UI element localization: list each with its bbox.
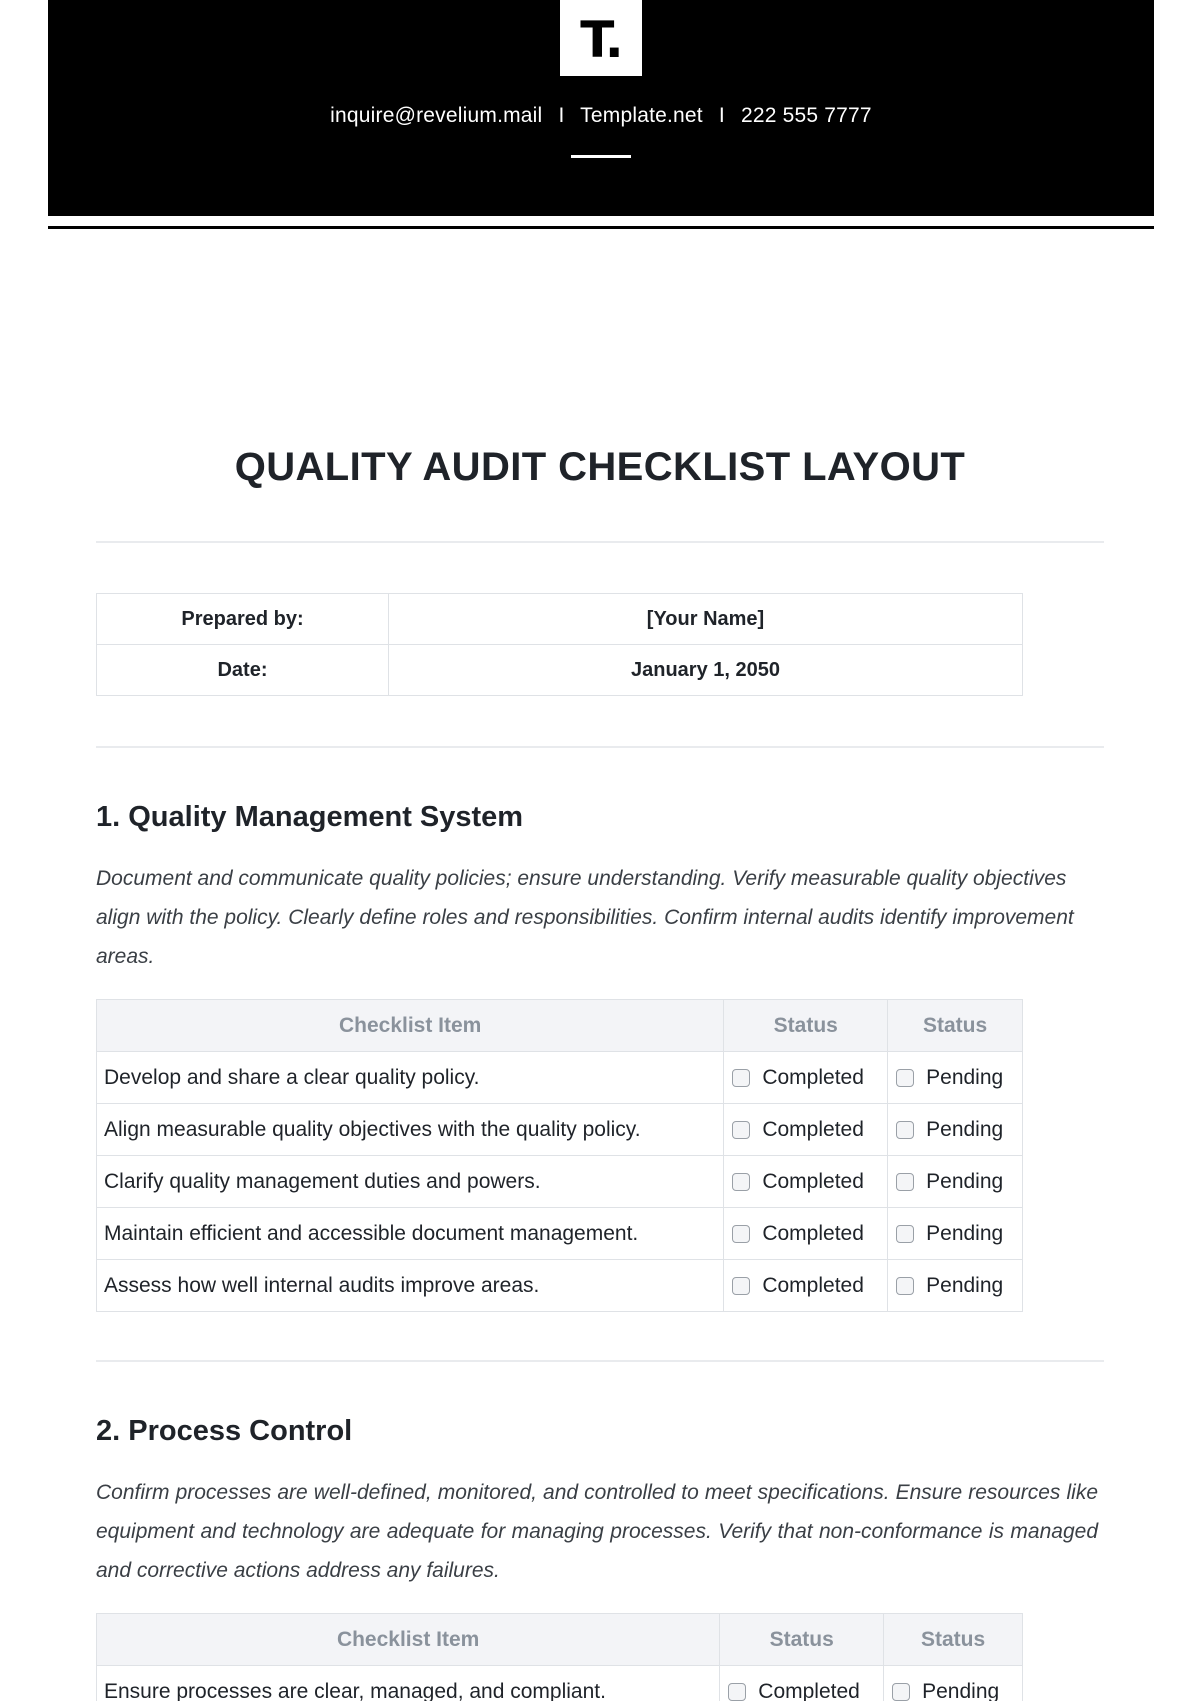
contact-separator: I (558, 104, 565, 127)
checklist-item: Align measurable quality objectives with the quality policy. (97, 1104, 724, 1156)
contact-email[interactable]: inquire@revelium.mail (330, 104, 543, 127)
completed-checkbox[interactable] (732, 1069, 750, 1087)
table-row (97, 594, 1023, 645)
meta-value: January 1, 2050 (389, 645, 1023, 696)
table-row (97, 1104, 1023, 1156)
status-label: Completed (762, 1117, 864, 1141)
pending-checkbox[interactable] (896, 1225, 914, 1243)
status-label: Completed (758, 1679, 860, 1701)
status-label: Pending (922, 1679, 1000, 1701)
pending-checkbox[interactable] (896, 1069, 914, 1087)
contact-phone: 222 555 7777 (740, 104, 872, 127)
status-label: Completed (762, 1221, 864, 1245)
checklist-table (96, 1613, 1023, 1701)
checklist-item: Develop and share a clear quality policy. (97, 1052, 724, 1104)
status-label: Pending (926, 1273, 1004, 1297)
checklist-item: Assess how well internal audits improve areas. (97, 1260, 724, 1312)
status-label: Pending (926, 1117, 1004, 1141)
column-header: Status (724, 1000, 888, 1052)
header-band (48, 0, 1154, 216)
column-header: Checklist Item (97, 1000, 724, 1052)
pending-checkbox[interactable] (896, 1173, 914, 1191)
contact-separator: I (718, 104, 725, 127)
header-accent-dash (571, 155, 631, 158)
divider (96, 541, 1104, 543)
pending-checkbox[interactable] (896, 1121, 914, 1139)
section-heading: 1. Quality Management System (96, 801, 524, 833)
column-header: Status (888, 1000, 1023, 1052)
checklist-item: Clarify quality management duties and powers. (97, 1156, 724, 1208)
status-label: Pending (926, 1169, 1004, 1193)
meta-value: [Your Name] (389, 594, 1023, 645)
completed-checkbox[interactable] (732, 1277, 750, 1295)
table-row (97, 1208, 1023, 1260)
column-header: Status (720, 1614, 884, 1666)
contact-website[interactable]: Template.net (580, 104, 703, 127)
status-label: Pending (926, 1065, 1004, 1089)
completed-checkbox[interactable] (728, 1683, 746, 1701)
completed-checkbox[interactable] (732, 1225, 750, 1243)
section-heading: 2. Process Control (96, 1415, 353, 1447)
section-description: Document and communicate quality policies; ensure understanding. Verify measurable quality objectives align with the policy. Clearly define roles and responsibilities. Confirm internal audits identify improvement areas. (96, 867, 1074, 968)
brand-logo: T. (560, 0, 642, 76)
checklist-item: Maintain efficient and accessible document management. (97, 1208, 724, 1260)
prepared-info-table (96, 593, 1023, 696)
table-header-row (97, 1000, 1023, 1052)
status-label: Completed (762, 1169, 864, 1193)
table-row (97, 1666, 1023, 1701)
pending-checkbox[interactable] (896, 1277, 914, 1295)
column-header: Status (884, 1614, 1023, 1666)
table-row (97, 645, 1023, 696)
checklist-table (96, 999, 1023, 1312)
table-row (97, 1156, 1023, 1208)
meta-label: Prepared by: (97, 594, 389, 645)
table-header-row (97, 1614, 1023, 1666)
divider (96, 1360, 1104, 1362)
table-row (97, 1260, 1023, 1312)
completed-checkbox[interactable] (732, 1173, 750, 1191)
checklist-item: Ensure processes are clear, managed, and compliant. (97, 1666, 720, 1701)
table-row (97, 1052, 1023, 1104)
document-title: QUALITY AUDIT CHECKLIST LAYOUT (234, 445, 966, 489)
status-label: Completed (762, 1273, 864, 1297)
column-header: Checklist Item (97, 1614, 720, 1666)
meta-label: Date: (97, 645, 389, 696)
section-description: Confirm processes are well-defined, monitored, and controlled to meet specifications. Ensure resources like equipment and technology are adequate for managing processes. Verify that non-conformance is managed and corrective actions address any failures. (96, 1481, 1098, 1582)
status-label: Completed (762, 1065, 864, 1089)
divider (96, 746, 1104, 748)
header-rule (48, 226, 1154, 229)
pending-checkbox[interactable] (892, 1683, 910, 1701)
status-label: Pending (926, 1221, 1004, 1245)
contact-line (48, 104, 1154, 128)
completed-checkbox[interactable] (732, 1121, 750, 1139)
